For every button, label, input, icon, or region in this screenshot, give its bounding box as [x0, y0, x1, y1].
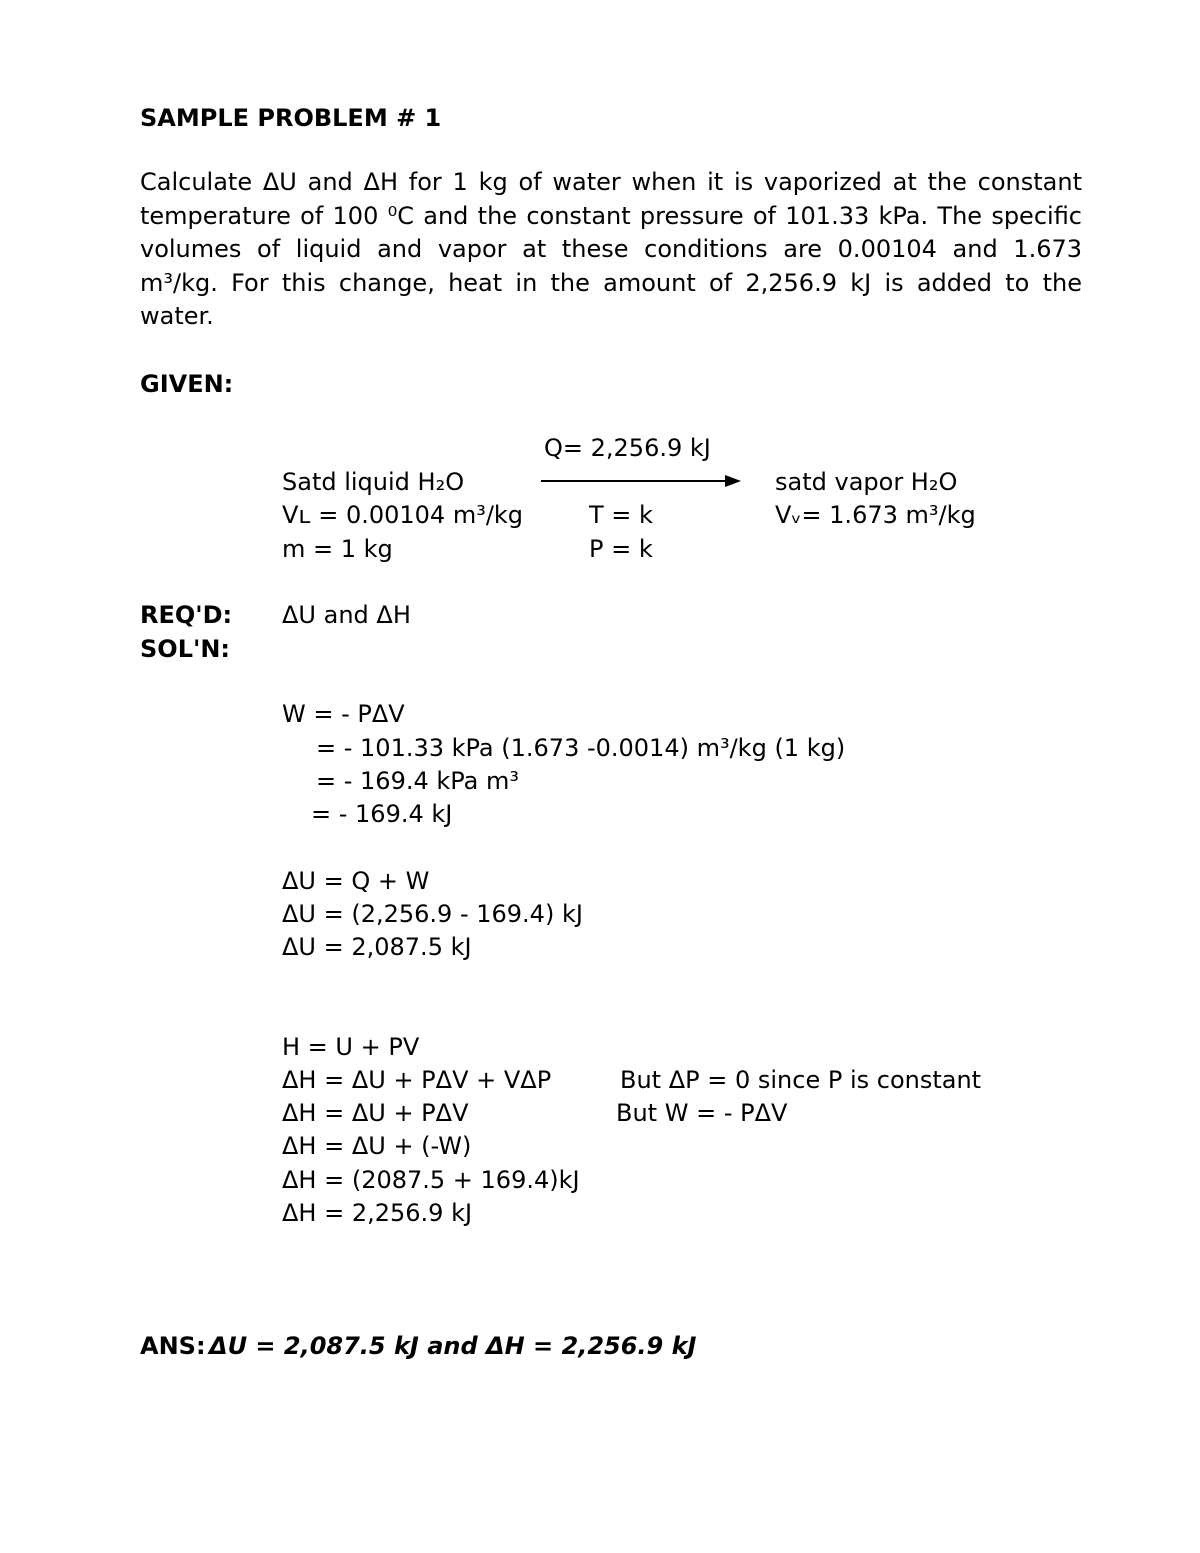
work-line-4: = - 169.4 kJ — [311, 800, 453, 828]
dh-line-3: ΔH = ΔU + PΔV — [282, 1099, 469, 1127]
problem-line-5: water. — [140, 302, 214, 330]
given-right-2: Vᵥ= 1.673 m³/kg — [775, 501, 976, 529]
given-middle-1: T = k — [589, 501, 653, 529]
dh-line-1: H = U + PV — [282, 1033, 420, 1061]
problem-statement — [140, 166, 1082, 334]
du-line-2: ΔU = (2,256.9 - 169.4) kJ — [282, 900, 583, 928]
answer-label: ANS: — [140, 1332, 206, 1360]
dh-line-2: ΔH = ΔU + PΔV + VΔP — [282, 1066, 552, 1094]
given-left-3: m = 1 kg — [282, 535, 393, 563]
dh-line-4: ΔH = ΔU + (-W) — [282, 1132, 472, 1160]
process-arrow — [541, 471, 741, 491]
given-middle-2: P = k — [589, 535, 653, 563]
note-pressure-constant: But ΔP = 0 since P is constant — [620, 1066, 982, 1094]
problem-line-3: volumes of liquid and vapor at these conditions are 0.00104 and 1.673 — [140, 235, 1082, 263]
reqd-heading: REQ'D: — [140, 601, 233, 629]
given-right-1: satd vapor H₂O — [775, 468, 958, 496]
problem-line-2: temperature of 100 ⁰C and the constant pressure of 101.33 kPa. The specific — [140, 201, 1082, 230]
note-work: But W = - PΔV — [616, 1099, 788, 1127]
given-left-2: Vʟ = 0.00104 m³/kg — [282, 501, 524, 529]
problem-line-1: Calculate ΔU and ΔH for 1 kg of water when it is vaporized at the constant — [140, 168, 1082, 196]
answer-value: ΔU = 2,087.5 kJ and ΔH = 2,256.9 kJ — [209, 1332, 697, 1360]
given-left-1: Satd liquid H₂O — [282, 468, 465, 496]
du-line-1: ΔU = Q + W — [282, 867, 430, 895]
dh-line-6: ΔH = 2,256.9 kJ — [282, 1199, 473, 1227]
work-line-1: W = - PΔV — [282, 700, 405, 728]
heat-label: Q= 2,256.9 kJ — [544, 434, 711, 462]
problem-line-4: m³/kg. For this change, heat in the amount of 2,256.9 kJ is added to the — [140, 268, 1082, 297]
reqd-value: ΔU and ΔH — [282, 601, 411, 629]
soln-heading: SOL'N: — [140, 635, 231, 663]
dh-line-5: ΔH = (2087.5 + 169.4)kJ — [282, 1166, 580, 1194]
work-line-3: = - 169.4 kPa m³ — [316, 767, 519, 795]
work-line-2: = - 101.33 kPa (1.673 -0.0014) m³/kg (1 kg) — [316, 734, 846, 762]
problem-title: SAMPLE PROBLEM # 1 — [140, 104, 442, 132]
given-heading: GIVEN: — [140, 370, 234, 398]
du-line-3: ΔU = 2,087.5 kJ — [282, 933, 472, 961]
